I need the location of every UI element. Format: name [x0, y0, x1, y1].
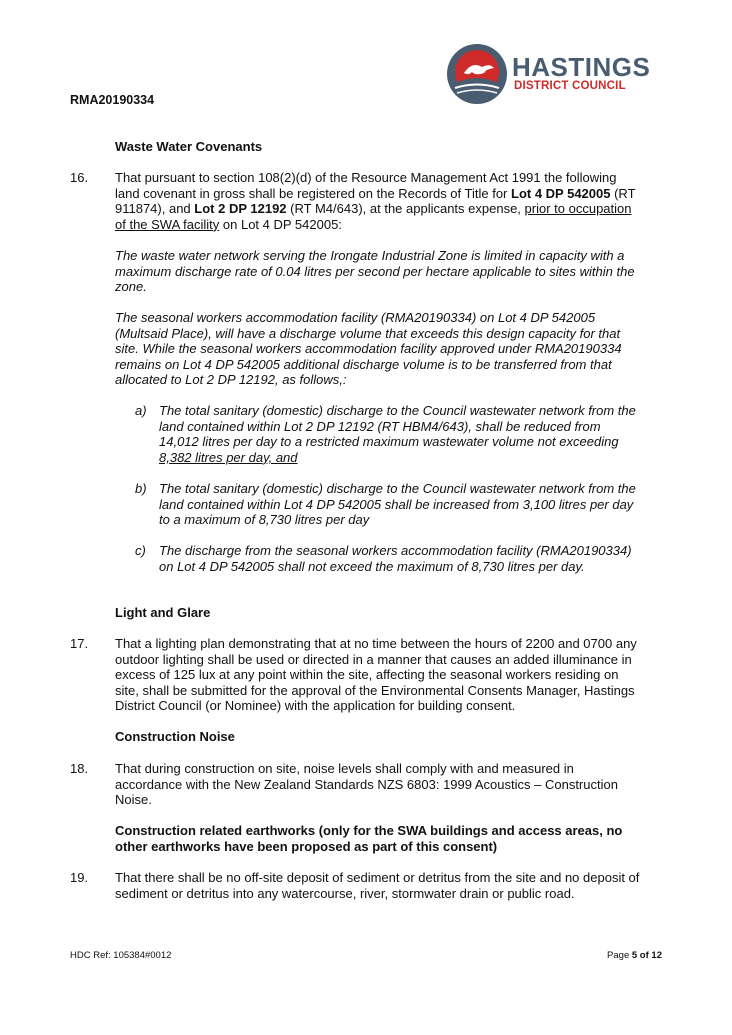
section-heading-construction-noise: Construction Noise	[115, 729, 235, 744]
covenant-paragraph-2	[115, 310, 663, 388]
logo-subtitle: DISTRICT COUNCIL	[514, 80, 626, 92]
text-line: That there shall be no off-site deposit of sediment or detritus from the site and no deposit of	[115, 870, 640, 885]
footer-reference: HDC Ref: 105384#0012	[70, 950, 172, 961]
text-line: maximum discharge rate of 0.04 litres per second per hectare applicable to sites within the	[115, 263, 635, 279]
text-line: Construction related earthworks (only for the SWA buildings and access areas, no	[115, 823, 623, 838]
text-line: sediment or detritus into any watercourse, river, stormwater drain or public road.	[115, 885, 575, 901]
list-item-b	[159, 481, 663, 528]
text-line: Noise.	[115, 792, 152, 808]
text-line: site. While the seasonal workers accommodation facility approved under RMA20190334	[115, 341, 622, 357]
text-line: other earthworks have been proposed as part of this consent)	[115, 838, 498, 854]
hastings-emblem-icon	[446, 43, 508, 105]
text-line: 8,382 litres per day, and	[159, 449, 298, 465]
list-item-label: a)	[135, 403, 147, 418]
text-line: The discharge from the seasonal workers accommodation facility (RMA20190334)	[159, 543, 632, 558]
text-line: to a maximum of 8,730 litres per day	[159, 512, 370, 528]
text-line: That pursuant to section 108(2)(d) of the Resource Management Act 1991 the following	[115, 170, 617, 185]
text-line: land covenant in gross shall be registered on the Records of Title for Lot 4 DP 542005 (RT	[115, 185, 636, 201]
document-reference: RMA20190334	[70, 93, 155, 107]
text-line: District Council (or Nominee) with the application for building consent.	[115, 698, 516, 714]
condition-number: 19.	[70, 870, 89, 885]
text-line: 14,012 litres per day to a restricted maximum wastewater volume not exceeding	[159, 434, 619, 450]
logo-title: HASTINGS	[512, 52, 651, 82]
text-line: excess of 125 lux at any point within the site, affecting the seasonal workers residing on	[115, 667, 619, 683]
condition-number: 18.	[70, 761, 89, 776]
text-line: (Multsaid Place), will have a discharge volume that exceeds this design capacity for that	[115, 325, 621, 341]
text-line: The waste water network serving the Irongate Industrial Zone is limited in capacity with a	[115, 248, 625, 263]
condition-18-text	[115, 761, 663, 808]
text-line: zone.	[115, 279, 147, 295]
list-item-label: c)	[135, 543, 146, 558]
text-line: 911874), and Lot 2 DP 12192 (RT M4/643), at the applicants expense, prior to occupation	[115, 201, 632, 217]
condition-16-text	[115, 170, 663, 232]
condition-17-text	[115, 636, 663, 714]
council-logo	[446, 42, 661, 106]
page-number: Page 5 of 12	[607, 950, 662, 961]
section-heading-earthworks	[115, 823, 663, 854]
condition-19-text	[115, 870, 663, 901]
text-line: That during construction on site, noise levels shall comply with and measured in	[115, 761, 574, 776]
list-item-a	[159, 403, 663, 465]
text-line: The seasonal workers accommodation facility (RMA20190334) on Lot 4 DP 542005	[115, 310, 596, 325]
list-item-c	[159, 543, 663, 574]
text-line: allocated to Lot 2 DP 12192, as follows,:	[115, 372, 347, 388]
covenant-paragraph-1	[115, 248, 663, 295]
text-line: site, shall be submitted for the approval of the Environmental Consents Manager, Hastings	[115, 682, 635, 698]
text-line: The total sanitary (domestic) discharge to the Council wastewater network from the	[159, 403, 636, 418]
text-line: That a lighting plan demonstrating that at no time between the hours of 2200 and 0700 any	[115, 636, 637, 651]
text-line: land contained within Lot 4 DP 542005 shall be increased from 3,100 litres per day	[159, 496, 634, 512]
condition-number: 16.	[70, 170, 89, 185]
list-item-label: b)	[135, 481, 147, 496]
text-line: accordance with the New Zealand Standards NZS 6803: 1999 Acoustics – Construction	[115, 776, 618, 792]
section-heading-light-glare: Light and Glare	[115, 605, 211, 620]
text-line: of the SWA facility on Lot 4 DP 542005:	[115, 216, 342, 232]
text-line: on Lot 4 DP 542005 shall not exceed the maximum of 8,730 litres per day.	[159, 558, 585, 574]
text-line: outdoor lighting shall be used or directed in a manner that causes an added illuminance in	[115, 651, 632, 667]
section-heading-waste-water: Waste Water Covenants	[115, 139, 263, 154]
text-line: The total sanitary (domestic) discharge to the Council wastewater network from the	[159, 481, 636, 496]
text-line: remains on Lot 4 DP 542005 additional discharge volume is to be transferred from that	[115, 356, 612, 372]
text-line: land contained within Lot 2 DP 12192 (RT HBM4/643), shall be reduced from	[159, 418, 601, 434]
condition-number: 17.	[70, 636, 89, 651]
